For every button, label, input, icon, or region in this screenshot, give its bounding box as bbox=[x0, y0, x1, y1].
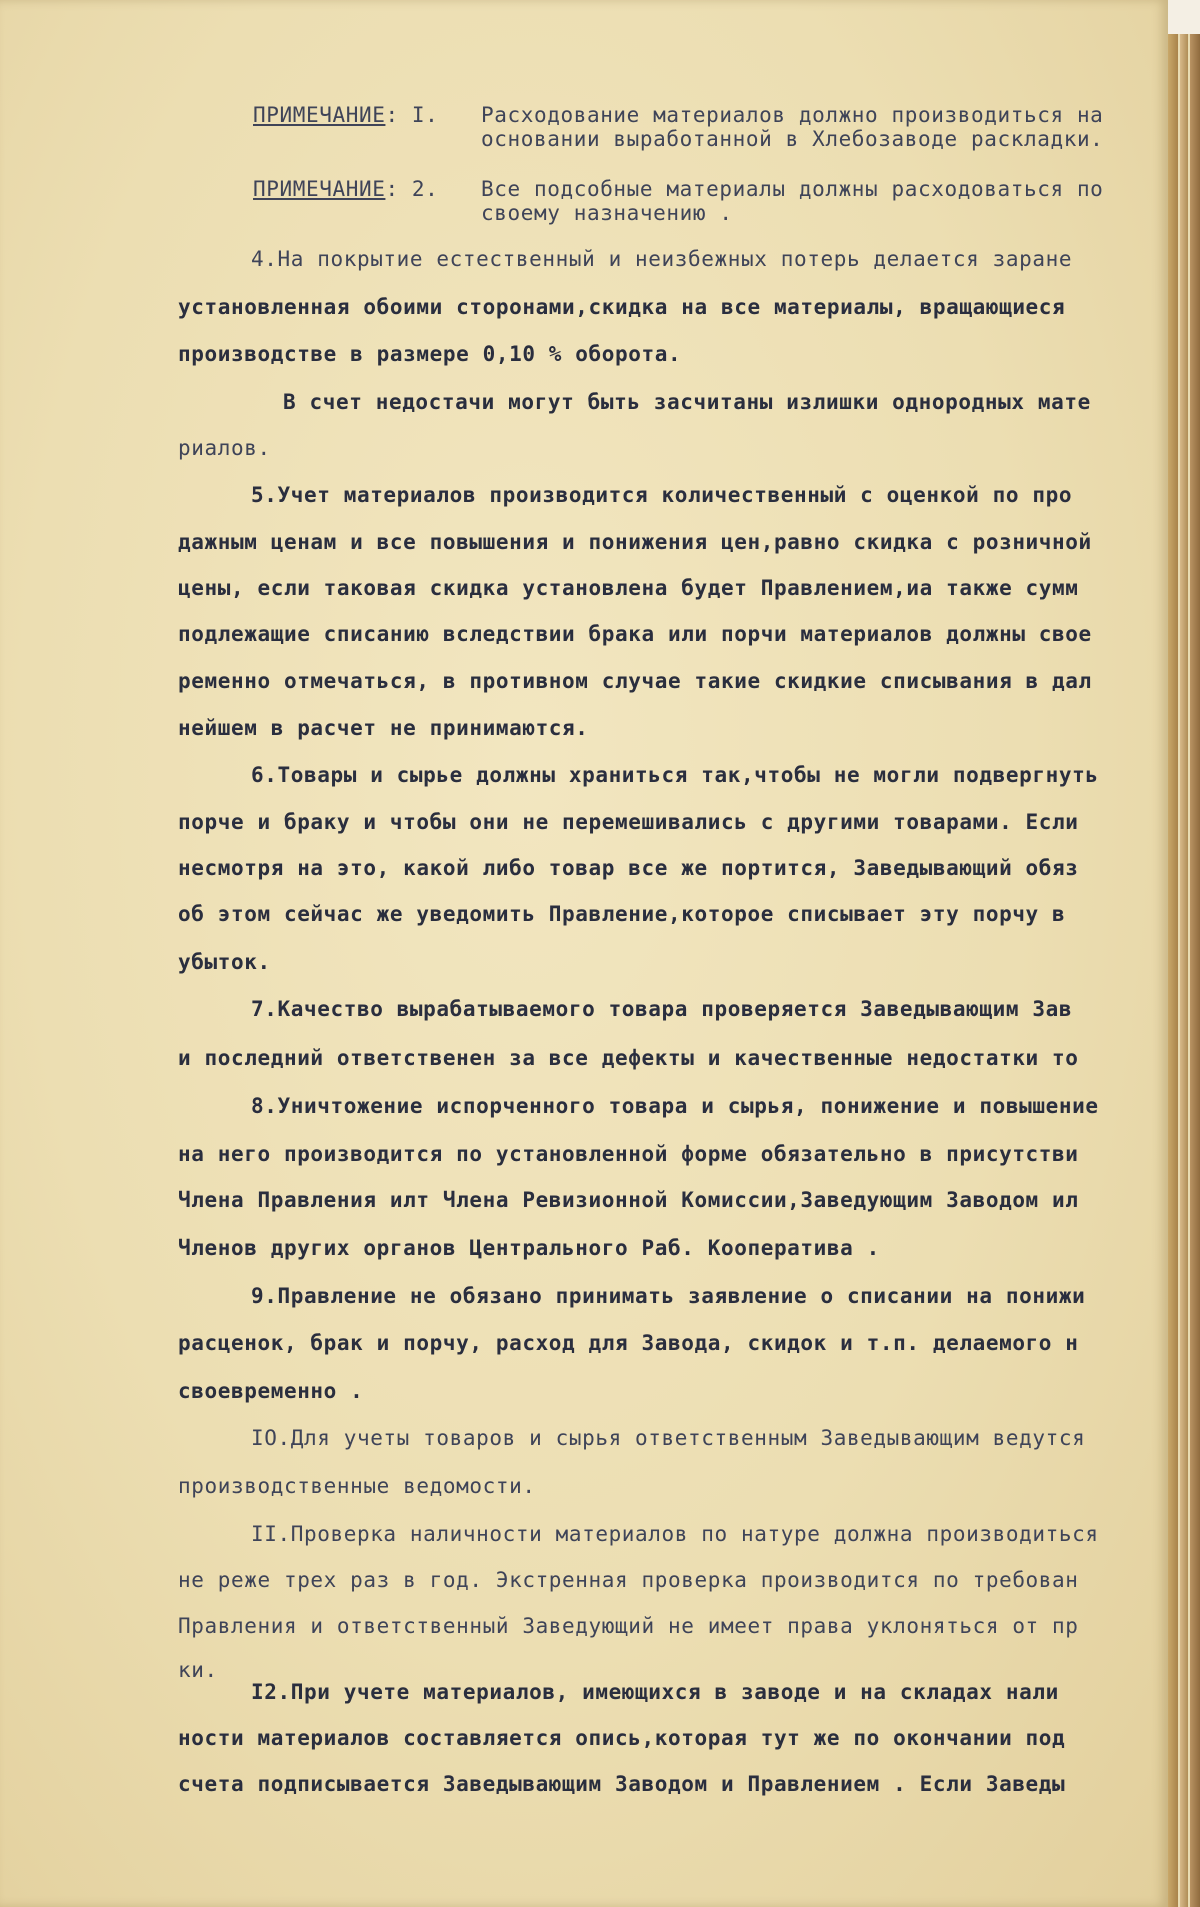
text-line: об этом сейчас же уведомить Правление,которое списывает эту порчу в bbox=[178, 902, 1066, 926]
text-line: дажным ценам и все повышения и понижения цен,равно скидка с розничной bbox=[178, 530, 1092, 554]
note-label: ПРИМЕЧАНИЕ bbox=[253, 177, 386, 201]
note-text-line: своему назначению . bbox=[481, 201, 733, 225]
text-line: производственные ведомости. bbox=[178, 1474, 536, 1498]
text-line: счета подписывается Заведывающим Заводом и Правлением . Если Заведы bbox=[178, 1772, 1066, 1796]
text-line: несмотря на это, какой либо товар все же портится, Заведывающий обяз bbox=[178, 856, 1079, 880]
text-line: II.Проверка наличности материалов по натуре должна производиться bbox=[251, 1522, 1099, 1546]
text-line: В счет недостачи могут быть засчитаны излишки однородных мате bbox=[283, 390, 1091, 414]
note-text-line: Все подсобные материалы должны расходоваться по bbox=[481, 177, 1104, 201]
text-line: 6.Товары и сырье должны храниться так,чтобы не могли подвергнуть bbox=[251, 763, 1099, 787]
page-edge bbox=[1190, 0, 1200, 1907]
text-line: I2.При учете материалов, имеющихся в заводе и на складах нали bbox=[251, 1680, 1059, 1704]
text-line: установленная обоими сторонами,скидка на все материалы, вращающиеся bbox=[178, 295, 1066, 319]
text-line: Членов других органов Центрального Раб. Кооператива . bbox=[178, 1236, 880, 1260]
text-line: подлежащие списанию вследствии брака или порчи материалов должны свое bbox=[178, 622, 1092, 646]
text-line: производстве в размере 0,10 % оборота. bbox=[178, 342, 682, 366]
text-line: на него производится по установленной форме обязательно в присутстви bbox=[178, 1142, 1079, 1166]
note-number: : I. bbox=[385, 103, 439, 127]
text-line: 7.Качество вырабатываемого товара проверяется Заведывающим Зав bbox=[251, 997, 1073, 1021]
page-edge bbox=[1180, 0, 1188, 1907]
text-line: 8.Уничтожение испорченного товара и сырья, понижение и повышение bbox=[251, 1094, 1099, 1118]
text-line: IO.Для учеты товаров и сырья ответственным Заведывающим ведутся bbox=[251, 1426, 1086, 1450]
note-number: : 2. bbox=[385, 177, 439, 201]
note-2-header bbox=[253, 177, 438, 201]
text-line: 5.Учет материалов производится количественный с оценкой по про bbox=[251, 483, 1073, 507]
page-corner bbox=[1168, 0, 1200, 34]
text-line: не реже трех раз в год. Экстренная проверка производится по требован bbox=[178, 1568, 1079, 1592]
note-text-line: Расходование материалов должно производиться на bbox=[481, 103, 1104, 127]
text-line: убыток. bbox=[178, 950, 271, 974]
text-line: ки. bbox=[178, 1658, 218, 1682]
text-line: Члена Правления илт Члена Ревизионной Комиссии,Заведующим Заводом ил bbox=[178, 1188, 1079, 1212]
note-text-line: основании выработанной в Хлебозаводе раскладки. bbox=[481, 127, 1104, 151]
text-line: 4.На покрытие естественный и неизбежных потерь делается заране bbox=[251, 247, 1073, 271]
text-line: своевременно . bbox=[178, 1379, 364, 1403]
text-line: 9.Правление не обязано принимать заявление о списании на понижи bbox=[251, 1284, 1086, 1308]
text-line: риалов. bbox=[178, 436, 271, 460]
text-line: ременно отмечаться, в противном случае такие скидкие списывания в дал bbox=[178, 669, 1092, 693]
text-line: Правления и ответственный Заведующий не имеет права уклоняться от пр bbox=[178, 1614, 1079, 1638]
text-line: расценок, брак и порчу, расход для Завода, скидок и т.п. делаемого н bbox=[178, 1331, 1079, 1355]
page-edge bbox=[1168, 0, 1178, 1907]
text-line: и последний ответственен за все дефекты и качественные недостатки то bbox=[178, 1046, 1079, 1070]
text-line: цены, если таковая скидка установлена будет Правлением,иа также сумм bbox=[178, 576, 1079, 600]
note-label: ПРИМЕЧАНИЕ bbox=[253, 103, 386, 127]
text-line: нейшем в расчет не принимаются. bbox=[178, 716, 589, 740]
note-1-header bbox=[253, 103, 438, 127]
text-line: порче и браку и чтобы они не перемешивались с другими товарами. Если bbox=[178, 810, 1079, 834]
text-line: ности материалов составляется опись,которая тут же по окончании под bbox=[178, 1726, 1066, 1750]
